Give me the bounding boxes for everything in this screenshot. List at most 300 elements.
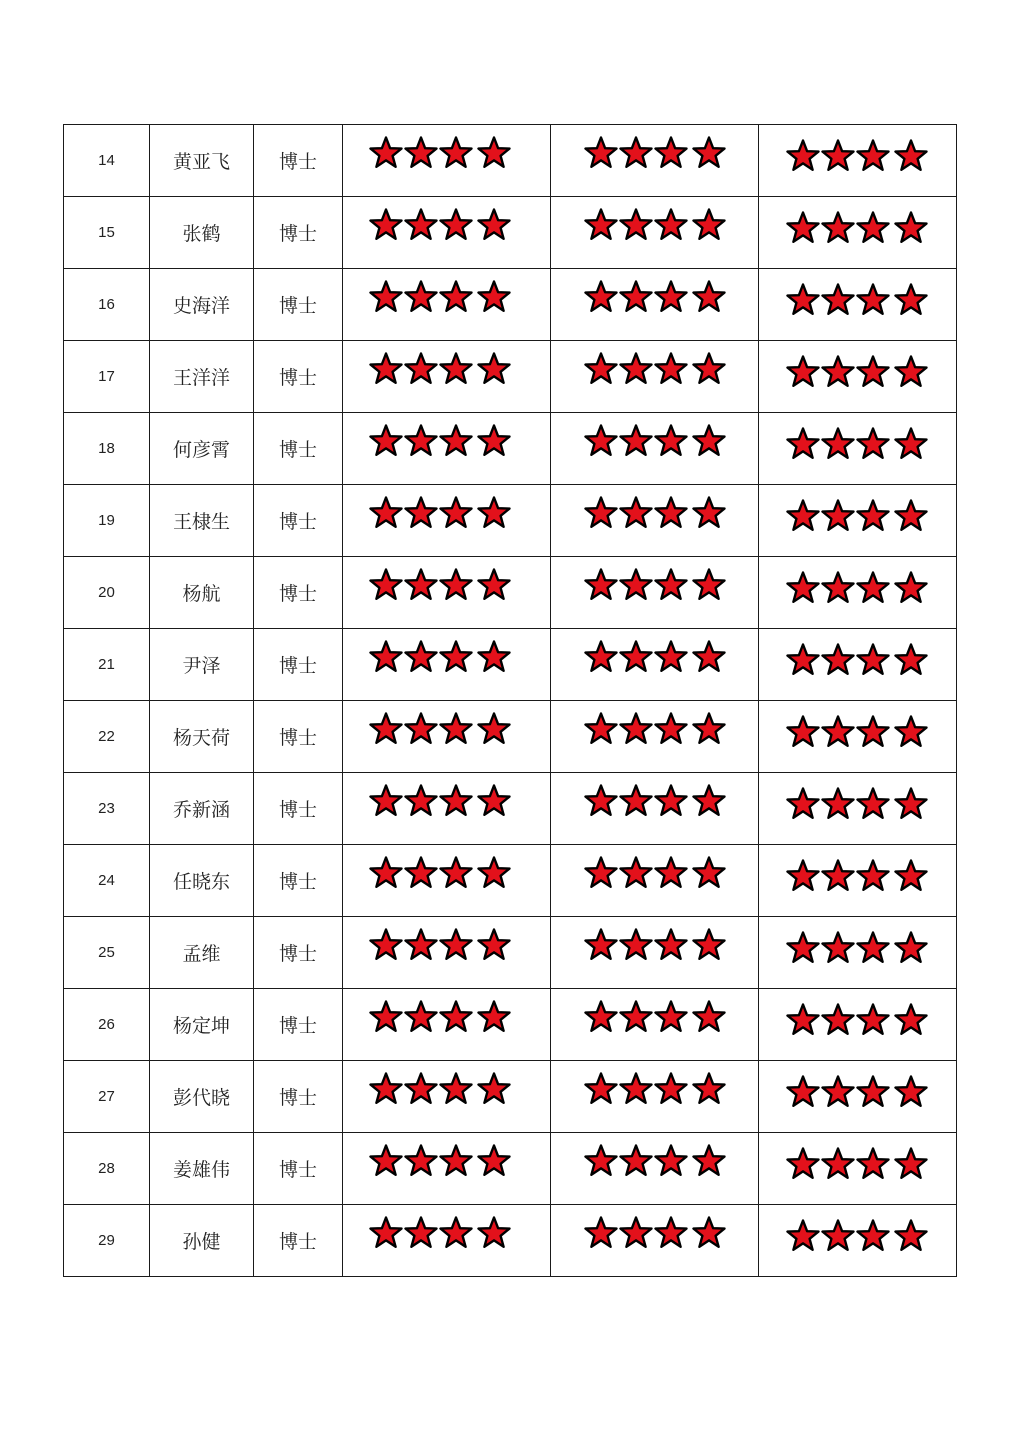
red-star-icon bbox=[821, 643, 855, 675]
degree-cell: 博士 bbox=[254, 989, 343, 1061]
red-star-icon bbox=[369, 1216, 403, 1248]
star-rating bbox=[343, 856, 550, 888]
star-rating bbox=[551, 208, 758, 240]
red-star-icon bbox=[369, 784, 403, 816]
star-rating bbox=[551, 1216, 758, 1248]
red-star-icon bbox=[404, 784, 438, 816]
red-star-icon bbox=[692, 856, 726, 888]
row-number-cell: 17 bbox=[64, 341, 150, 413]
red-star-icon bbox=[786, 1003, 820, 1035]
red-star-icon bbox=[894, 1147, 928, 1179]
rating-cell-2 bbox=[551, 773, 759, 845]
red-star-icon bbox=[856, 499, 890, 531]
red-star-icon bbox=[619, 856, 653, 888]
rating-cell-1 bbox=[343, 413, 551, 485]
star-rating bbox=[343, 136, 550, 168]
red-star-icon bbox=[369, 280, 403, 312]
red-star-icon bbox=[477, 136, 511, 168]
red-star-icon bbox=[439, 568, 473, 600]
red-star-icon bbox=[692, 1072, 726, 1104]
rating-cell-1 bbox=[343, 485, 551, 557]
person-name-cell: 张鹤 bbox=[150, 197, 254, 269]
row-number-cell: 16 bbox=[64, 269, 150, 341]
person-name-cell: 黄亚飞 bbox=[150, 125, 254, 197]
rating-cell-2 bbox=[551, 1133, 759, 1205]
red-star-icon bbox=[821, 571, 855, 603]
degree-cell: 博士 bbox=[254, 629, 343, 701]
table-row bbox=[64, 773, 957, 845]
rating-cell-3 bbox=[759, 989, 957, 1061]
rating-table bbox=[63, 124, 957, 1277]
red-star-icon bbox=[894, 571, 928, 603]
red-star-icon bbox=[477, 280, 511, 312]
red-star-icon bbox=[439, 1072, 473, 1104]
red-star-icon bbox=[369, 568, 403, 600]
red-star-icon bbox=[786, 859, 820, 891]
star-rating bbox=[759, 139, 956, 171]
person-name-cell: 孙健 bbox=[150, 1205, 254, 1277]
rating-cell-2 bbox=[551, 701, 759, 773]
red-star-icon bbox=[856, 1147, 890, 1179]
degree-cell: 博士 bbox=[254, 269, 343, 341]
rating-table-body bbox=[64, 125, 957, 1277]
red-star-icon bbox=[856, 571, 890, 603]
degree-cell: 博士 bbox=[254, 125, 343, 197]
red-star-icon bbox=[821, 1219, 855, 1251]
red-star-icon bbox=[619, 568, 653, 600]
red-star-icon bbox=[439, 712, 473, 744]
person-name-cell: 孟维 bbox=[150, 917, 254, 989]
star-rating bbox=[551, 352, 758, 384]
row-number-cell: 21 bbox=[64, 629, 150, 701]
red-star-icon bbox=[404, 640, 438, 672]
red-star-icon bbox=[619, 1072, 653, 1104]
degree-cell: 博士 bbox=[254, 557, 343, 629]
red-star-icon bbox=[584, 640, 618, 672]
row-number-cell: 26 bbox=[64, 989, 150, 1061]
red-star-icon bbox=[786, 211, 820, 243]
degree-cell: 博士 bbox=[254, 341, 343, 413]
rating-cell-1 bbox=[343, 773, 551, 845]
row-number-cell: 19 bbox=[64, 485, 150, 557]
rating-cell-3 bbox=[759, 413, 957, 485]
red-star-icon bbox=[619, 1000, 653, 1032]
table-row bbox=[64, 197, 957, 269]
star-rating bbox=[551, 496, 758, 528]
rating-cell-2 bbox=[551, 1205, 759, 1277]
row-number-cell: 22 bbox=[64, 701, 150, 773]
red-star-icon bbox=[894, 499, 928, 531]
star-rating bbox=[551, 640, 758, 672]
red-star-icon bbox=[856, 787, 890, 819]
degree-cell: 博士 bbox=[254, 845, 343, 917]
rating-cell-3 bbox=[759, 1133, 957, 1205]
red-star-icon bbox=[404, 712, 438, 744]
red-star-icon bbox=[856, 211, 890, 243]
rating-cell-2 bbox=[551, 845, 759, 917]
rating-cell-3 bbox=[759, 1061, 957, 1133]
red-star-icon bbox=[786, 931, 820, 963]
degree-cell: 博士 bbox=[254, 1133, 343, 1205]
star-rating bbox=[759, 1219, 956, 1251]
red-star-icon bbox=[584, 352, 618, 384]
rating-cell-2 bbox=[551, 269, 759, 341]
red-star-icon bbox=[584, 568, 618, 600]
star-rating bbox=[343, 784, 550, 816]
rating-cell-3 bbox=[759, 341, 957, 413]
red-star-icon bbox=[692, 928, 726, 960]
rating-cell-2 bbox=[551, 413, 759, 485]
red-star-icon bbox=[584, 1216, 618, 1248]
degree-cell: 博士 bbox=[254, 917, 343, 989]
rating-cell-1 bbox=[343, 1061, 551, 1133]
red-star-icon bbox=[856, 715, 890, 747]
red-star-icon bbox=[821, 283, 855, 315]
red-star-icon bbox=[821, 1147, 855, 1179]
row-number-cell: 27 bbox=[64, 1061, 150, 1133]
red-star-icon bbox=[404, 136, 438, 168]
star-rating bbox=[343, 712, 550, 744]
red-star-icon bbox=[654, 640, 688, 672]
red-star-icon bbox=[477, 856, 511, 888]
red-star-icon bbox=[821, 355, 855, 387]
red-star-icon bbox=[619, 208, 653, 240]
red-star-icon bbox=[654, 568, 688, 600]
table-row bbox=[64, 557, 957, 629]
rating-cell-3 bbox=[759, 557, 957, 629]
rating-cell-1 bbox=[343, 1205, 551, 1277]
person-name-cell: 王洋洋 bbox=[150, 341, 254, 413]
red-star-icon bbox=[856, 1003, 890, 1035]
red-star-icon bbox=[692, 496, 726, 528]
red-star-icon bbox=[477, 568, 511, 600]
star-rating bbox=[759, 355, 956, 387]
star-rating bbox=[759, 931, 956, 963]
red-star-icon bbox=[894, 355, 928, 387]
star-rating bbox=[343, 352, 550, 384]
red-star-icon bbox=[856, 643, 890, 675]
red-star-icon bbox=[404, 928, 438, 960]
rating-cell-2 bbox=[551, 341, 759, 413]
red-star-icon bbox=[619, 928, 653, 960]
red-star-icon bbox=[584, 280, 618, 312]
red-star-icon bbox=[821, 787, 855, 819]
person-name-cell: 彭代晓 bbox=[150, 1061, 254, 1133]
red-star-icon bbox=[369, 928, 403, 960]
red-star-icon bbox=[439, 352, 473, 384]
red-star-icon bbox=[404, 352, 438, 384]
red-star-icon bbox=[439, 280, 473, 312]
star-rating bbox=[551, 568, 758, 600]
person-name-cell: 乔新涵 bbox=[150, 773, 254, 845]
red-star-icon bbox=[894, 1003, 928, 1035]
star-rating bbox=[551, 1144, 758, 1176]
red-star-icon bbox=[654, 856, 688, 888]
star-rating bbox=[759, 211, 956, 243]
rating-cell-2 bbox=[551, 125, 759, 197]
rating-cell-2 bbox=[551, 485, 759, 557]
red-star-icon bbox=[404, 1144, 438, 1176]
red-star-icon bbox=[369, 1144, 403, 1176]
red-star-icon bbox=[821, 859, 855, 891]
red-star-icon bbox=[404, 424, 438, 456]
red-star-icon bbox=[692, 1000, 726, 1032]
star-rating bbox=[759, 643, 956, 675]
red-star-icon bbox=[619, 352, 653, 384]
red-star-icon bbox=[894, 1075, 928, 1107]
red-star-icon bbox=[654, 352, 688, 384]
red-star-icon bbox=[439, 928, 473, 960]
red-star-icon bbox=[894, 787, 928, 819]
red-star-icon bbox=[786, 1075, 820, 1107]
star-rating bbox=[759, 1147, 956, 1179]
red-star-icon bbox=[584, 424, 618, 456]
rating-cell-3 bbox=[759, 1205, 957, 1277]
table-row bbox=[64, 989, 957, 1061]
rating-cell-3 bbox=[759, 629, 957, 701]
red-star-icon bbox=[692, 208, 726, 240]
red-star-icon bbox=[584, 496, 618, 528]
table-row bbox=[64, 413, 957, 485]
rating-cell-1 bbox=[343, 701, 551, 773]
red-star-icon bbox=[692, 352, 726, 384]
red-star-icon bbox=[584, 928, 618, 960]
red-star-icon bbox=[439, 136, 473, 168]
red-star-icon bbox=[894, 931, 928, 963]
star-rating bbox=[551, 784, 758, 816]
red-star-icon bbox=[856, 355, 890, 387]
red-star-icon bbox=[692, 424, 726, 456]
red-star-icon bbox=[404, 280, 438, 312]
red-star-icon bbox=[619, 424, 653, 456]
red-star-icon bbox=[477, 352, 511, 384]
rating-cell-2 bbox=[551, 917, 759, 989]
red-star-icon bbox=[477, 784, 511, 816]
star-rating bbox=[343, 1144, 550, 1176]
red-star-icon bbox=[584, 712, 618, 744]
star-rating bbox=[551, 424, 758, 456]
person-name-cell: 史海洋 bbox=[150, 269, 254, 341]
red-star-icon bbox=[439, 1000, 473, 1032]
red-star-icon bbox=[654, 1000, 688, 1032]
person-name-cell: 尹泽 bbox=[150, 629, 254, 701]
red-star-icon bbox=[692, 712, 726, 744]
star-rating bbox=[759, 427, 956, 459]
person-name-cell: 王棣生 bbox=[150, 485, 254, 557]
row-number-cell: 29 bbox=[64, 1205, 150, 1277]
red-star-icon bbox=[584, 856, 618, 888]
red-star-icon bbox=[477, 928, 511, 960]
rating-cell-1 bbox=[343, 845, 551, 917]
red-star-icon bbox=[821, 931, 855, 963]
red-star-icon bbox=[692, 1216, 726, 1248]
degree-cell: 博士 bbox=[254, 1061, 343, 1133]
red-star-icon bbox=[786, 643, 820, 675]
red-star-icon bbox=[619, 496, 653, 528]
red-star-icon bbox=[786, 1219, 820, 1251]
red-star-icon bbox=[786, 1147, 820, 1179]
red-star-icon bbox=[404, 1000, 438, 1032]
red-star-icon bbox=[856, 139, 890, 171]
red-star-icon bbox=[692, 1144, 726, 1176]
red-star-icon bbox=[894, 283, 928, 315]
rating-cell-3 bbox=[759, 773, 957, 845]
degree-cell: 博士 bbox=[254, 197, 343, 269]
star-rating bbox=[343, 424, 550, 456]
rating-cell-2 bbox=[551, 557, 759, 629]
star-rating bbox=[343, 1216, 550, 1248]
row-number-cell: 28 bbox=[64, 1133, 150, 1205]
red-star-icon bbox=[856, 1075, 890, 1107]
star-rating bbox=[759, 1075, 956, 1107]
rating-cell-1 bbox=[343, 557, 551, 629]
red-star-icon bbox=[404, 568, 438, 600]
red-star-icon bbox=[619, 712, 653, 744]
table-row bbox=[64, 125, 957, 197]
red-star-icon bbox=[369, 352, 403, 384]
star-rating bbox=[759, 283, 956, 315]
red-star-icon bbox=[619, 1144, 653, 1176]
red-star-icon bbox=[619, 280, 653, 312]
red-star-icon bbox=[619, 640, 653, 672]
red-star-icon bbox=[856, 931, 890, 963]
red-star-icon bbox=[786, 787, 820, 819]
star-rating bbox=[343, 1000, 550, 1032]
rating-cell-1 bbox=[343, 917, 551, 989]
red-star-icon bbox=[654, 280, 688, 312]
person-name-cell: 任晓东 bbox=[150, 845, 254, 917]
rating-cell-3 bbox=[759, 269, 957, 341]
red-star-icon bbox=[584, 1072, 618, 1104]
star-rating bbox=[759, 499, 956, 531]
red-star-icon bbox=[786, 427, 820, 459]
red-star-icon bbox=[369, 496, 403, 528]
rating-cell-2 bbox=[551, 1061, 759, 1133]
red-star-icon bbox=[369, 856, 403, 888]
star-rating bbox=[343, 640, 550, 672]
red-star-icon bbox=[404, 1216, 438, 1248]
red-star-icon bbox=[584, 1144, 618, 1176]
red-star-icon bbox=[477, 640, 511, 672]
red-star-icon bbox=[654, 136, 688, 168]
star-rating bbox=[759, 859, 956, 891]
table-row bbox=[64, 1133, 957, 1205]
rating-cell-3 bbox=[759, 917, 957, 989]
table-row bbox=[64, 485, 957, 557]
red-star-icon bbox=[856, 1219, 890, 1251]
red-star-icon bbox=[439, 856, 473, 888]
red-star-icon bbox=[894, 715, 928, 747]
row-number-cell: 25 bbox=[64, 917, 150, 989]
red-star-icon bbox=[692, 280, 726, 312]
rating-cell-1 bbox=[343, 197, 551, 269]
star-rating bbox=[551, 1072, 758, 1104]
row-number-cell: 15 bbox=[64, 197, 150, 269]
star-rating bbox=[759, 1003, 956, 1035]
row-number-cell: 20 bbox=[64, 557, 150, 629]
red-star-icon bbox=[619, 784, 653, 816]
red-star-icon bbox=[786, 715, 820, 747]
star-rating bbox=[551, 928, 758, 960]
degree-cell: 博士 bbox=[254, 773, 343, 845]
red-star-icon bbox=[894, 859, 928, 891]
red-star-icon bbox=[439, 640, 473, 672]
table-row bbox=[64, 845, 957, 917]
red-star-icon bbox=[477, 208, 511, 240]
person-name-cell: 何彦霄 bbox=[150, 413, 254, 485]
red-star-icon bbox=[369, 1072, 403, 1104]
star-rating bbox=[759, 787, 956, 819]
red-star-icon bbox=[619, 136, 653, 168]
red-star-icon bbox=[477, 1144, 511, 1176]
person-name-cell: 杨定坤 bbox=[150, 989, 254, 1061]
red-star-icon bbox=[369, 640, 403, 672]
red-star-icon bbox=[894, 139, 928, 171]
red-star-icon bbox=[856, 283, 890, 315]
rating-cell-2 bbox=[551, 629, 759, 701]
red-star-icon bbox=[821, 499, 855, 531]
red-star-icon bbox=[786, 571, 820, 603]
red-star-icon bbox=[477, 1000, 511, 1032]
red-star-icon bbox=[894, 1219, 928, 1251]
rating-cell-3 bbox=[759, 125, 957, 197]
red-star-icon bbox=[692, 136, 726, 168]
star-rating bbox=[551, 280, 758, 312]
red-star-icon bbox=[477, 1072, 511, 1104]
star-rating bbox=[343, 568, 550, 600]
red-star-icon bbox=[439, 424, 473, 456]
red-star-icon bbox=[856, 427, 890, 459]
red-star-icon bbox=[894, 211, 928, 243]
star-rating bbox=[759, 571, 956, 603]
red-star-icon bbox=[439, 208, 473, 240]
red-star-icon bbox=[894, 643, 928, 675]
row-number-cell: 24 bbox=[64, 845, 150, 917]
red-star-icon bbox=[369, 208, 403, 240]
table-row bbox=[64, 917, 957, 989]
star-rating bbox=[551, 1000, 758, 1032]
star-rating bbox=[551, 856, 758, 888]
star-rating bbox=[551, 712, 758, 744]
red-star-icon bbox=[654, 712, 688, 744]
red-star-icon bbox=[692, 784, 726, 816]
red-star-icon bbox=[619, 1216, 653, 1248]
star-rating bbox=[551, 136, 758, 168]
red-star-icon bbox=[894, 427, 928, 459]
rating-cell-1 bbox=[343, 1133, 551, 1205]
star-rating bbox=[343, 280, 550, 312]
red-star-icon bbox=[369, 712, 403, 744]
rating-cell-1 bbox=[343, 269, 551, 341]
person-name-cell: 姜雄伟 bbox=[150, 1133, 254, 1205]
red-star-icon bbox=[654, 496, 688, 528]
star-rating bbox=[759, 715, 956, 747]
red-star-icon bbox=[786, 283, 820, 315]
rating-cell-1 bbox=[343, 341, 551, 413]
red-star-icon bbox=[369, 136, 403, 168]
table-row bbox=[64, 341, 957, 413]
rating-cell-3 bbox=[759, 701, 957, 773]
degree-cell: 博士 bbox=[254, 485, 343, 557]
red-star-icon bbox=[439, 1216, 473, 1248]
row-number-cell: 23 bbox=[64, 773, 150, 845]
red-star-icon bbox=[786, 139, 820, 171]
rating-cell-1 bbox=[343, 989, 551, 1061]
red-star-icon bbox=[786, 499, 820, 531]
red-star-icon bbox=[654, 424, 688, 456]
star-rating bbox=[343, 496, 550, 528]
red-star-icon bbox=[654, 1072, 688, 1104]
